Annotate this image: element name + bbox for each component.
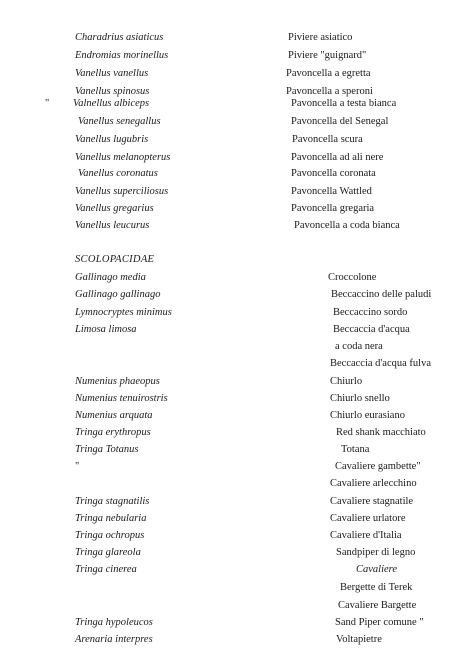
common-name: Pavoncella a speroni [286,86,373,97]
scientific-name: Lymnocryptes minimus [75,307,172,318]
common-name: Piviere "guignard" [288,50,367,61]
scientific-name: Vanellus leucurus [75,220,150,231]
common-name: Sandpiper di legno [336,547,416,558]
common-name: Cavaliere stagnatile [330,496,414,507]
common-name: Pavoncella gregaria [291,203,375,214]
scientific-name: Vanellus coronatus [78,168,158,179]
common-name: Chiurlo snello [330,393,390,404]
common-name: Pavoncella ad ali nere [291,152,384,163]
common-name: Croccolone [328,272,377,283]
common-name: Voltapietre [336,634,382,645]
scientific-name: Tringa stagnatilis [75,496,150,507]
scientific-name: Vanellus gregarius [75,203,154,214]
scientific-name: Tringa Totanus [75,444,139,455]
section-heading: SCOLOPACIDAE [75,254,155,265]
common-name: Pavoncella a egretta [286,68,371,79]
common-name: Cavaliere urlatore [330,513,406,524]
scientific-name: Tringa glareola [75,547,141,558]
scientific-name: Valnellus albiceps [73,98,150,109]
common-name: Chiurlo eurasiano [330,410,405,421]
scientific-name: Gallinago media [75,272,146,283]
scientific-name: Tringa erythropus [75,427,151,438]
common-name: Chiurlo [330,376,363,387]
scientific-name: Vanellus senegallus [78,116,161,127]
scientific-name: Tringa cinerea [75,564,137,575]
common-name: Bergette di Terek [340,582,413,593]
scientific-name: Tringa nebularia [75,513,147,524]
common-name: a coda nera [335,341,383,352]
common-name: Pavoncella coronata [291,168,376,179]
common-name: Pavoncella a coda bianca [294,220,400,231]
scientific-name: Vanellus superciliosus [75,186,169,197]
scientific-name: Limosa limosa [75,324,137,335]
ditto-mark: " [45,98,50,109]
common-name: Beccaccia d'acqua [333,324,410,335]
scientific-name: Vanellus spinosus [75,86,150,97]
common-name: Piviere asiatico [288,32,353,43]
common-name: Pavoncella a testa bianca [291,98,397,109]
ditto-mark: " [75,461,80,472]
scientific-name: Arenaria interpres [75,634,153,645]
scientific-name: Vanellus lugubris [75,134,149,145]
common-name: Cavaliere [356,564,398,575]
common-name: Cavaliere Bargette [338,600,417,611]
common-name: Totana [341,444,370,455]
scientific-name: Numenius tenuirostris [75,393,168,404]
common-name: Cavaliere arlecchino [330,478,417,489]
common-name: Beccaccino sordo [333,307,408,318]
common-name: Red shank macchiato [336,427,426,438]
scientific-name: Vanellus melanopterus [75,152,171,163]
scientific-name: Tringa hypoleucos [75,617,153,628]
common-name: Pavoncella del Senegal [291,116,389,127]
common-name: Cavaliere gambette" [335,461,421,472]
common-name: Cavaliere d'Italia [330,530,402,541]
scientific-name: Endromias morinellus [75,50,169,61]
common-name: Sand Piper comune " [335,617,424,628]
scientific-name: Numenius phaeopus [75,376,160,387]
scientific-name: Numenius arquata [75,410,153,421]
scientific-name: Charadrius asiaticus [75,32,164,43]
scientific-name: Vanellus vanellus [75,68,149,79]
common-name: Pavoncella scura [292,134,363,145]
scientific-name: Tringa ochropus [75,530,145,541]
scientific-name: Gallinago gallinago [75,289,161,300]
common-name: Beccaccino delle paludi [331,289,432,300]
common-name: Beccaccia d'acqua fulva [330,358,431,369]
common-name: Pavoncella Wattled [291,186,372,197]
